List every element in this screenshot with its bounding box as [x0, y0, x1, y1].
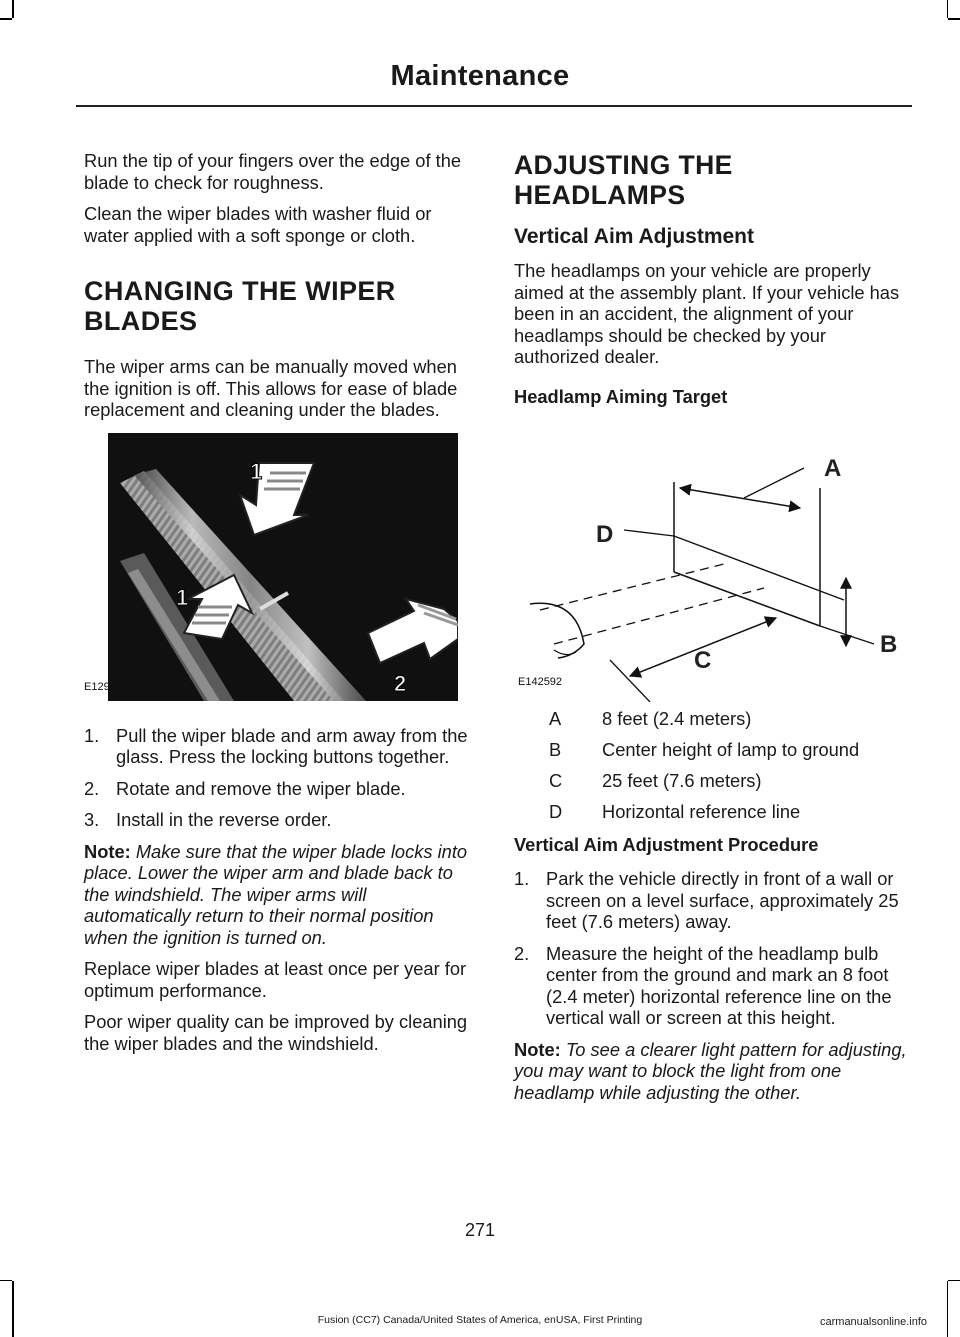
paragraph: Run the tip of your fingers over the edge of the blade to check for roughness. — [84, 150, 462, 193]
step-text: Rotate and remove the wiper blade. — [116, 777, 406, 799]
label-b: B — [880, 630, 898, 658]
section-heading-line: CHANGING THE WIPER — [84, 276, 396, 306]
step-text: Install in the reverse order. — [116, 809, 332, 830]
step-number: 2. — [84, 777, 100, 799]
crop-mark — [947, 1281, 949, 1337]
callout-label: 2 — [394, 670, 407, 696]
page-header-title: Maintenance — [390, 60, 570, 92]
label-d: D — [596, 520, 614, 548]
wiper-figure — [84, 433, 458, 701]
note-label: Note: — [514, 1038, 561, 1060]
legend-key: B — [549, 738, 562, 760]
step-number: 3. — [84, 809, 100, 830]
step-text: Pull the wiper blade and arm away from the glass. Press the locking buttons together. — [116, 724, 468, 767]
header-rule — [76, 105, 912, 107]
label-c: C — [694, 646, 712, 674]
legend-row — [514, 801, 908, 823]
list-item — [84, 809, 476, 831]
step-number: 2. — [514, 942, 530, 964]
subsection-heading: Vertical Aim Adjustment — [514, 225, 755, 248]
legend-text: Center height of lamp to ground — [602, 738, 860, 760]
figure-code: E142592 — [518, 675, 563, 688]
section-heading-line: BLADES — [84, 306, 198, 336]
figure-code: E129990 — [84, 680, 129, 693]
label-a: A — [824, 454, 842, 482]
crop-mark — [947, 0, 949, 18]
section-heading — [84, 276, 476, 336]
step-text: Measure the height of the headlamp bulb center from the ground and mark an 8 foot (2.4 meter) horizontal reference line on the vertical wall or screen at this height. — [546, 942, 892, 1028]
right-column — [514, 150, 908, 1113]
list-item — [514, 868, 908, 933]
callout-label: 1 — [176, 584, 189, 610]
legend-key: C — [549, 769, 563, 791]
legend-row — [514, 708, 908, 730]
legend-row — [514, 770, 908, 792]
crop-mark — [948, 1280, 960, 1282]
procedure-heading: Vertical Aim Adjustment Procedure — [514, 834, 819, 855]
step-text: Park the vehicle directly in front of a wall or screen on a level surface, approximately 25 feet (7.6 meters) away. — [546, 868, 899, 932]
step-number: 1. — [84, 724, 100, 746]
paragraph: The wiper arms can be manually moved when the ignition is off. This allows for ease of blade replacement and cleaning under the blades. — [84, 356, 458, 420]
wiper-steps-list — [84, 725, 476, 831]
headlamp-aiming-diagram — [514, 412, 908, 702]
note-text: To see a clearer light pattern for adjusting, you may want to block the light from one headlamp while adjusting the other. — [514, 1038, 907, 1103]
figure-heading: Headlamp Aiming Target — [514, 385, 728, 407]
left-column — [84, 150, 476, 1064]
crop-mark — [0, 1280, 12, 1282]
publication-info: Fusion (CC7) Canada/United States of America, enUSA, First Printing — [317, 1314, 643, 1326]
paragraph: Poor wiper quality can be improved by cleaning the wiper blades and the windshield. — [84, 1011, 468, 1054]
note-text: Make sure that the wiper blade locks into place. Lower the wiper arm and blade back to the windshield. The wiper arms will automatically return to their normal position when the ignition is turned on. — [84, 840, 468, 948]
crop-mark — [0, 18, 12, 20]
figure-legend — [514, 708, 908, 823]
procedure-steps-list — [514, 868, 908, 1029]
legend-key: A — [549, 707, 562, 729]
legend-text: Horizontal reference line — [602, 800, 801, 822]
page-number: 271 — [464, 1220, 496, 1240]
paragraph: The headlamps on your vehicle are properly aimed at the assembly plant. If your vehicle has been in an accident, the alignment of your headlamps should be checked by your authorized dealer. — [514, 260, 900, 367]
note — [84, 841, 476, 949]
crop-mark — [12, 1281, 14, 1337]
legend-text: 8 feet (2.4 meters) — [602, 707, 752, 729]
watermark-site: carmanualsonline.info — [820, 1316, 928, 1328]
paragraph: Replace wiper blades at least once per year for optimum performance. — [84, 958, 467, 1001]
callout-label: 1 — [250, 458, 263, 484]
note — [514, 1039, 908, 1104]
list-item — [514, 943, 908, 1029]
list-item — [84, 778, 476, 800]
legend-text: 25 feet (7.6 meters) — [602, 769, 762, 791]
list-item — [84, 725, 476, 768]
crop-mark — [948, 18, 960, 20]
legend-key: D — [549, 800, 563, 822]
paragraph: Clean the wiper blades with washer fluid or water applied with a soft sponge or cloth. — [84, 203, 432, 246]
section-heading: ADJUSTING THE HEADLAMPS — [514, 150, 733, 210]
step-number: 1. — [514, 868, 530, 889]
headlamp-aiming-figure — [514, 412, 908, 702]
legend-row — [514, 739, 908, 761]
wiper-illustration — [84, 433, 458, 701]
note-label: Note: — [84, 840, 131, 862]
crop-mark — [12, 0, 14, 18]
